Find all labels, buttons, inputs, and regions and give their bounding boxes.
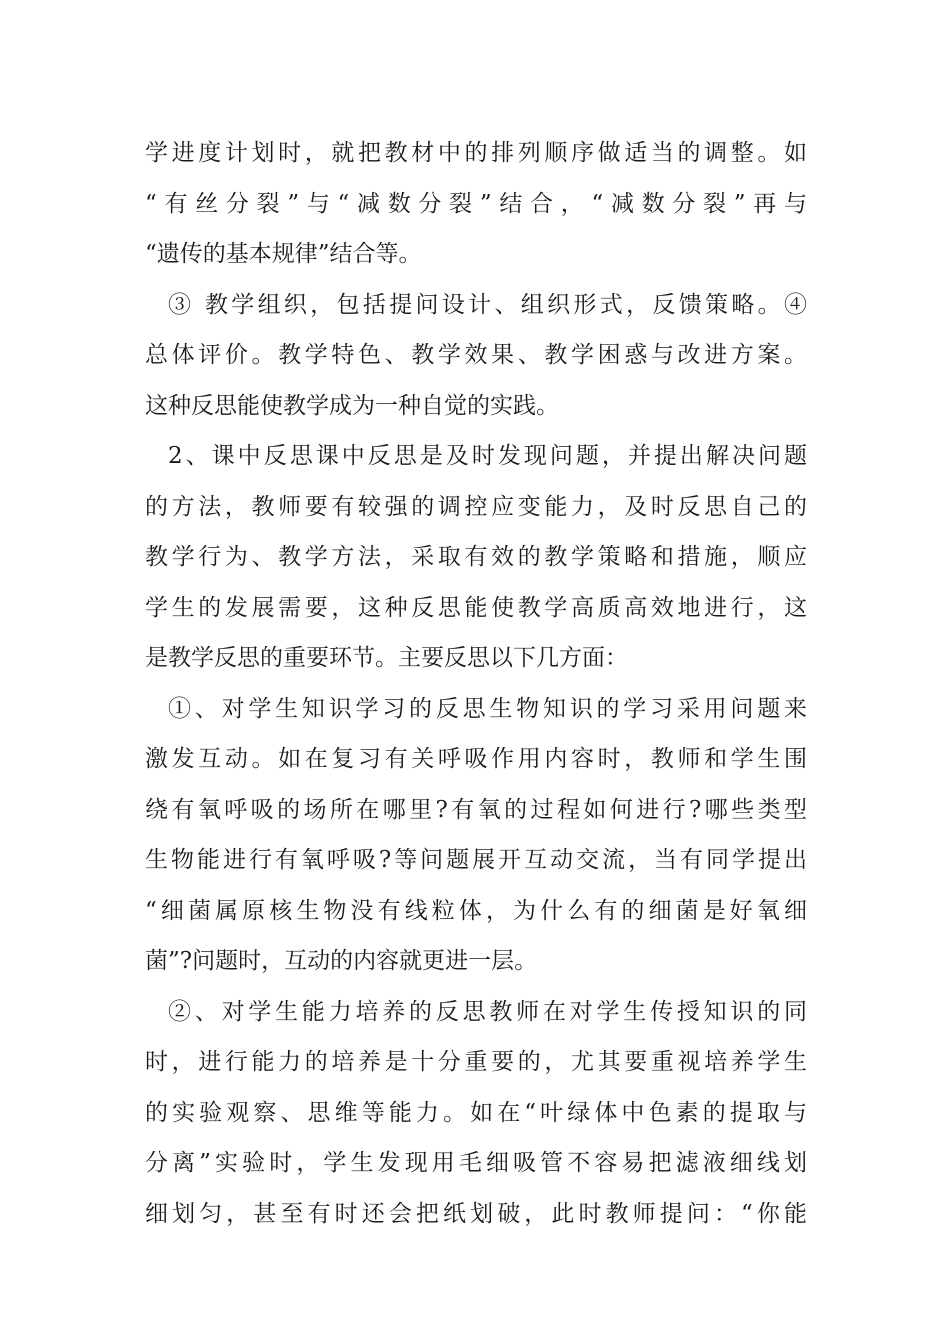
text-line: 生物能进行有氧呼吸?等问题展开互动交流，当有同学提出 [145,847,807,873]
text-line: 菌”?问题时，互动的内容就更进一层。 [145,948,538,974]
text-line: “遗传的基本规律”结合等。 [145,241,422,267]
text-line: ③ 教学组织，包括提问设计、组织形式，反馈策略。④ [168,291,807,318]
text-line: 总体评价。教学特色、教学效果、教学困惑与改进方案。 [145,342,807,368]
text-line: ②、对学生能力培养的反思教师在对学生传授知识的同 [168,998,807,1025]
text-line: 的实验观察、思维等能力。如在“叶绿体中色素的提取与 [145,1099,807,1126]
text-line: 绕有氧呼吸的场所在哪里?有氧的过程如何进行?哪些类型 [145,796,807,823]
body-text [145,128,807,1239]
text-line: 细划匀，甚至有时还会把纸划破，此时教师提问：“你能 [145,1200,807,1227]
text-line: 2、课中反思课中反思是及时发现问题，并提出解决问题 [168,443,807,469]
text-line: 学进度计划时，就把教材中的排列顺序做适当的调整。如 [145,140,807,166]
text-line: “有丝分裂”与“减数分裂”结合，“减数分裂”再与 [145,190,807,217]
text-line: 这种反思能使教学成为一种自觉的实践。 [145,392,559,419]
text-line: 是教学反思的重要环节。主要反思以下几方面： [145,645,628,671]
text-line: 学生的发展需要，这种反思能使教学高质高效地进行，这 [145,594,807,621]
text-line: 激发互动。如在复习有关呼吸作用内容时，教师和学生围 [145,746,807,772]
text-line: 的方法，教师要有较强的调控应变能力，及时反思自己的 [145,493,807,520]
text-line: ①、对学生知识学习的反思生物知识的学习采用问题来 [168,695,807,722]
text-line: “细菌属原核生物没有线粒体，为什么有的细菌是好氧细 [145,897,807,924]
text-line: 时，进行能力的培养是十分重要的，尤其要重视培养学生 [145,1049,807,1075]
text-line: 教学行为、教学方法，采取有效的教学策略和措施，顺应 [145,544,807,570]
text-line: 分离”实验时，学生发现用毛细吸管不容易把滤液细线划 [145,1150,807,1176]
